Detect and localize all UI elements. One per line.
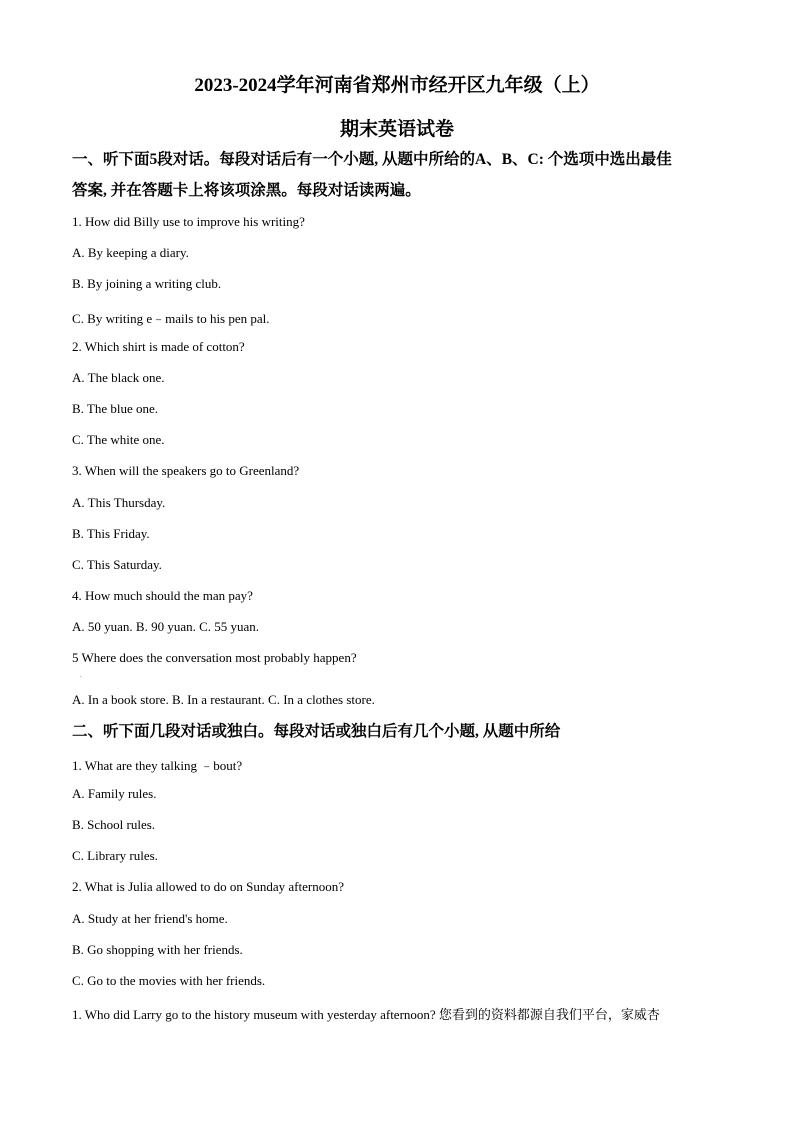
exam-title: 2023-2024学年河南省郑州市经开区九年级（上） (194, 75, 600, 96)
section-2-heading: 二、听下面几段对话或独白。每段对话或独白后有几个小题, 从题中所给 (72, 723, 561, 740)
question-line: 5 Where does the conversation most probably happen? (72, 650, 357, 665)
option-line: B. This Friday. (72, 526, 150, 541)
option-line: B. School rules. (72, 817, 156, 832)
option-line: B. The blue one. (72, 401, 159, 416)
question-line: 1. Who did Larry go to the history museum with yesterday afternoon? 您看到的资料都源自我们平台，家威杏 (72, 1007, 660, 1022)
section-1-heading-line-1: 一、听下面5段对话。每段对话后有一个小题, 从题中所给的A、B、C: 个选项中选出最佳 (72, 151, 672, 168)
option-line: C. This Saturday. (72, 557, 162, 572)
option-line: A. 50 yuan. B. 90 yuan. C. 55 yuan. (72, 619, 260, 634)
question-line: 2. What is Julia allowed to do on Sunday afternoon? (72, 879, 344, 894)
question-line: 3. When will the speakers go to Greenland? (72, 463, 300, 478)
exam-subtitle: 期末英语试卷 (339, 119, 454, 140)
option-line: B. Go shopping with her friends. (72, 942, 243, 957)
option-line: C. Go to the movies with her friends. (72, 973, 266, 988)
option-line: C. Library rules. (72, 848, 158, 863)
option-line: B. By joining a writing club. (72, 276, 222, 291)
option-line: A. Family rules. (72, 786, 157, 801)
option-line: C. The white one. (72, 432, 165, 447)
option-line: A. This Thursday. (72, 495, 166, 510)
question-line: 2. Which shirt is made of cotton? (72, 339, 245, 354)
question-line: 4. How much should the man pay? (72, 588, 253, 603)
question-line: 1. What are they talking ﹣bout? (72, 758, 243, 773)
option-line: A. In a book store. B. In a restaurant. C. In a clothes store. (72, 692, 375, 707)
section-1-heading-line-2: 答案, 并在答题卡上将该项涂黑。每段对话读两遍。 (72, 182, 421, 199)
option-line: C. By writing e﹣mails to his pen pal. (72, 311, 270, 326)
option-line: A. Study at her friend's home. (72, 911, 228, 926)
section-1-heading (72, 144, 722, 206)
question-line: 1. How did Billy use to improve his writing? (72, 214, 305, 229)
option-line: A. By keeping a diary. (72, 245, 189, 260)
option-line: A. The black one. (72, 370, 165, 385)
stray-mark: . (80, 671, 82, 679)
